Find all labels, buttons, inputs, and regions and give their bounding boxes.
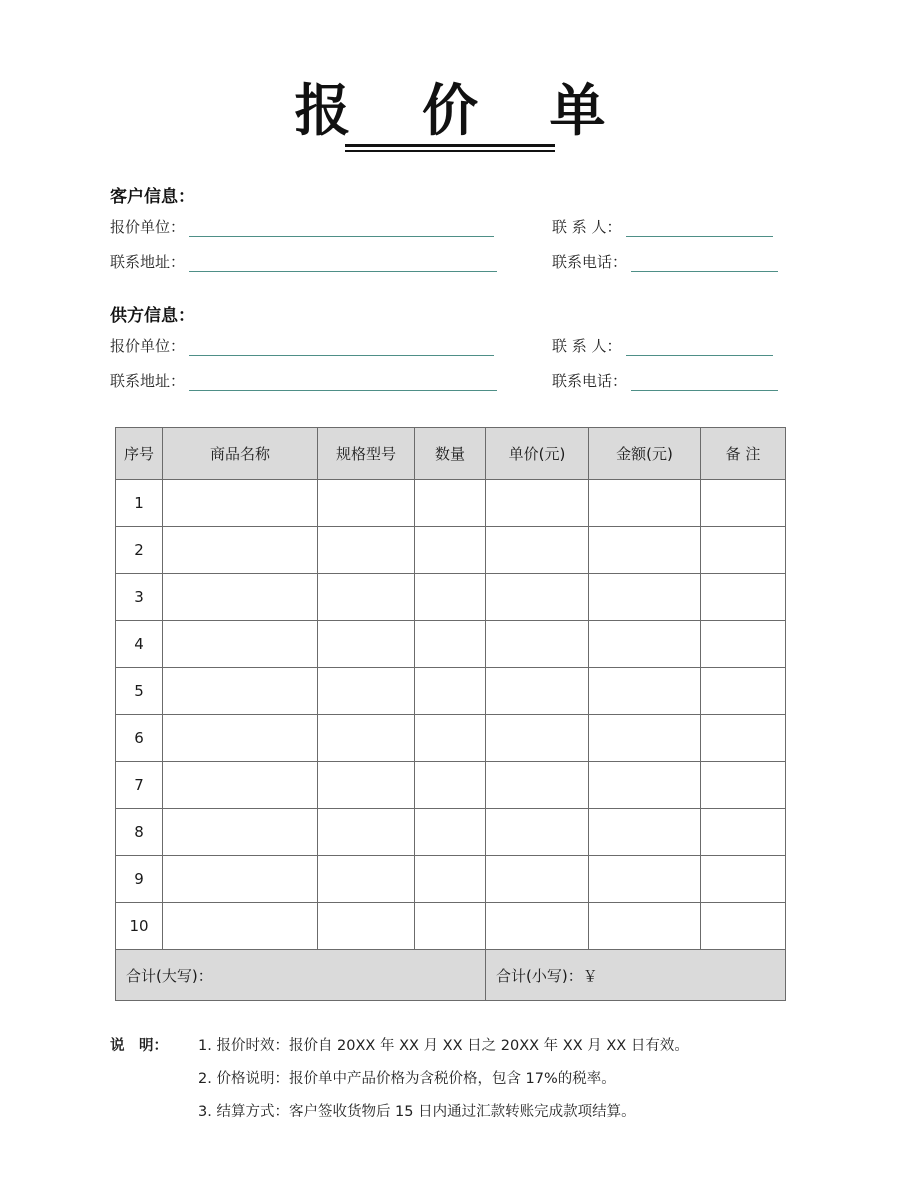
- title-underline-thin: [345, 150, 555, 152]
- remarks-cell[interactable]: [701, 621, 786, 668]
- header-index: 序号: [116, 428, 163, 480]
- quantity-cell[interactable]: [415, 809, 486, 856]
- total-row: [116, 950, 786, 1001]
- unit-price-cell[interactable]: [486, 762, 589, 809]
- spec-cell[interactable]: [318, 480, 415, 527]
- note-item: 3. 结算方式：客户签收货物后 15 日内通过汇款转账完成款项结算。: [198, 1104, 636, 1120]
- row-number: 3: [116, 574, 163, 621]
- row-number: 9: [116, 856, 163, 903]
- customer-address-field[interactable]: [110, 251, 497, 272]
- supplier-address-input-line[interactable]: [189, 372, 497, 391]
- amount-cell[interactable]: [589, 480, 701, 527]
- remarks-cell[interactable]: [701, 480, 786, 527]
- header-remarks: 备 注: [701, 428, 786, 480]
- table-row: [116, 856, 786, 903]
- notes-section: [110, 1028, 689, 1127]
- product-name-cell[interactable]: [163, 527, 318, 574]
- product-name-cell[interactable]: [163, 621, 318, 668]
- note-line: [110, 1094, 689, 1127]
- amount-cell[interactable]: [589, 856, 701, 903]
- spec-cell[interactable]: [318, 621, 415, 668]
- row-number: 2: [116, 527, 163, 574]
- product-name-cell[interactable]: [163, 856, 318, 903]
- product-name-cell[interactable]: [163, 809, 318, 856]
- spec-cell[interactable]: [318, 574, 415, 621]
- table-header-row: [116, 428, 786, 480]
- unit-price-cell[interactable]: [486, 715, 589, 762]
- header-quantity: 数量: [415, 428, 486, 480]
- spec-cell[interactable]: [318, 715, 415, 762]
- note-line: [110, 1028, 689, 1061]
- spec-cell[interactable]: [318, 809, 415, 856]
- unit-price-cell[interactable]: [486, 668, 589, 715]
- remarks-cell[interactable]: [701, 762, 786, 809]
- customer-phone-input-line[interactable]: [631, 253, 778, 272]
- quantity-cell[interactable]: [415, 480, 486, 527]
- quantity-cell[interactable]: [415, 762, 486, 809]
- product-name-cell[interactable]: [163, 715, 318, 762]
- row-number: 7: [116, 762, 163, 809]
- customer-company-input-line[interactable]: [189, 218, 494, 237]
- quantity-cell[interactable]: [415, 574, 486, 621]
- header-product-name: 商品名称: [163, 428, 318, 480]
- supplier-company-label: 报价单位：: [110, 337, 186, 355]
- quantity-cell[interactable]: [415, 715, 486, 762]
- remarks-cell[interactable]: [701, 903, 786, 950]
- table-row: [116, 527, 786, 574]
- supplier-address-field[interactable]: [110, 370, 497, 391]
- supplier-phone-field[interactable]: [552, 370, 778, 391]
- supplier-phone-input-line[interactable]: [631, 372, 778, 391]
- spec-cell[interactable]: [318, 856, 415, 903]
- row-number: 10: [116, 903, 163, 950]
- remarks-cell[interactable]: [701, 668, 786, 715]
- spec-cell[interactable]: [318, 903, 415, 950]
- supplier-contact-label: 联 系 人：: [552, 337, 622, 355]
- customer-contact-input-line[interactable]: [626, 218, 773, 237]
- quote-table: [115, 427, 786, 1001]
- remarks-cell[interactable]: [701, 715, 786, 762]
- amount-cell[interactable]: [589, 903, 701, 950]
- supplier-company-input-line[interactable]: [189, 337, 494, 356]
- notes-heading: 说 明：: [110, 1038, 168, 1054]
- unit-price-cell[interactable]: [486, 480, 589, 527]
- row-number: 6: [116, 715, 163, 762]
- unit-price-cell[interactable]: [486, 856, 589, 903]
- amount-cell[interactable]: [589, 668, 701, 715]
- header-amount: 金额(元): [589, 428, 701, 480]
- remarks-cell[interactable]: [701, 527, 786, 574]
- customer-contact-label: 联 系 人：: [552, 218, 622, 236]
- product-name-cell[interactable]: [163, 480, 318, 527]
- table-row: [116, 574, 786, 621]
- quantity-cell[interactable]: [415, 527, 486, 574]
- supplier-address-label: 联系地址：: [110, 372, 186, 390]
- note-item: 2. 价格说明：报价单中产品价格为含税价格，包含 17%的税率。: [198, 1071, 616, 1087]
- title-underline-thick: [345, 144, 555, 147]
- quantity-cell[interactable]: [415, 856, 486, 903]
- product-name-cell[interactable]: [163, 903, 318, 950]
- row-number: 4: [116, 621, 163, 668]
- remarks-cell[interactable]: [701, 809, 786, 856]
- customer-address-label: 联系地址：: [110, 253, 186, 271]
- product-name-cell[interactable]: [163, 668, 318, 715]
- customer-contact-field[interactable]: [552, 216, 773, 237]
- supplier-company-field[interactable]: [110, 335, 494, 356]
- unit-price-cell[interactable]: [486, 621, 589, 668]
- note-line: [110, 1061, 689, 1094]
- spec-cell[interactable]: [318, 762, 415, 809]
- customer-address-input-line[interactable]: [189, 253, 497, 272]
- amount-cell[interactable]: [589, 809, 701, 856]
- unit-price-cell[interactable]: [486, 574, 589, 621]
- table-row: [116, 668, 786, 715]
- supplier-contact-field[interactable]: [552, 335, 773, 356]
- note-item: 1. 报价时效：报价自 20XX 年 XX 月 XX 日之 20XX 年 XX 月 XX 日有效。: [198, 1038, 689, 1054]
- unit-price-cell[interactable]: [486, 903, 589, 950]
- row-number: 1: [116, 480, 163, 527]
- amount-cell[interactable]: [589, 574, 701, 621]
- customer-phone-field[interactable]: [552, 251, 778, 272]
- product-name-cell[interactable]: [163, 762, 318, 809]
- unit-price-cell[interactable]: [486, 527, 589, 574]
- customer-company-label: 报价单位：: [110, 218, 186, 236]
- table-row: [116, 480, 786, 527]
- amount-cell[interactable]: [589, 527, 701, 574]
- quantity-cell[interactable]: [415, 668, 486, 715]
- product-name-cell[interactable]: [163, 574, 318, 621]
- spec-cell[interactable]: [318, 668, 415, 715]
- customer-info-heading: 客户信息：: [110, 187, 195, 207]
- amount-cell[interactable]: [589, 715, 701, 762]
- supplier-info-heading: 供方信息：: [110, 306, 195, 326]
- supplier-phone-label: 联系电话：: [552, 372, 628, 390]
- remarks-cell[interactable]: [701, 856, 786, 903]
- table-row: [116, 715, 786, 762]
- customer-company-field[interactable]: [110, 216, 494, 237]
- total-lower-cell[interactable]: 合计(小写)：￥: [486, 950, 786, 1001]
- spec-cell[interactable]: [318, 527, 415, 574]
- table-row: [116, 621, 786, 668]
- page-title: 报 价 单: [294, 79, 632, 144]
- header-unit-price: 单价(元): [486, 428, 589, 480]
- table-row: [116, 809, 786, 856]
- table-row: [116, 762, 786, 809]
- customer-phone-label: 联系电话：: [552, 253, 628, 271]
- quantity-cell[interactable]: [415, 621, 486, 668]
- header-spec-model: 规格型号: [318, 428, 415, 480]
- total-upper-cell[interactable]: 合计(大写)：: [116, 950, 486, 1001]
- amount-cell[interactable]: [589, 621, 701, 668]
- supplier-contact-input-line[interactable]: [626, 337, 773, 356]
- table-row: [116, 903, 786, 950]
- unit-price-cell[interactable]: [486, 809, 589, 856]
- remarks-cell[interactable]: [701, 574, 786, 621]
- row-number: 5: [116, 668, 163, 715]
- amount-cell[interactable]: [589, 762, 701, 809]
- quantity-cell[interactable]: [415, 903, 486, 950]
- row-number: 8: [116, 809, 163, 856]
